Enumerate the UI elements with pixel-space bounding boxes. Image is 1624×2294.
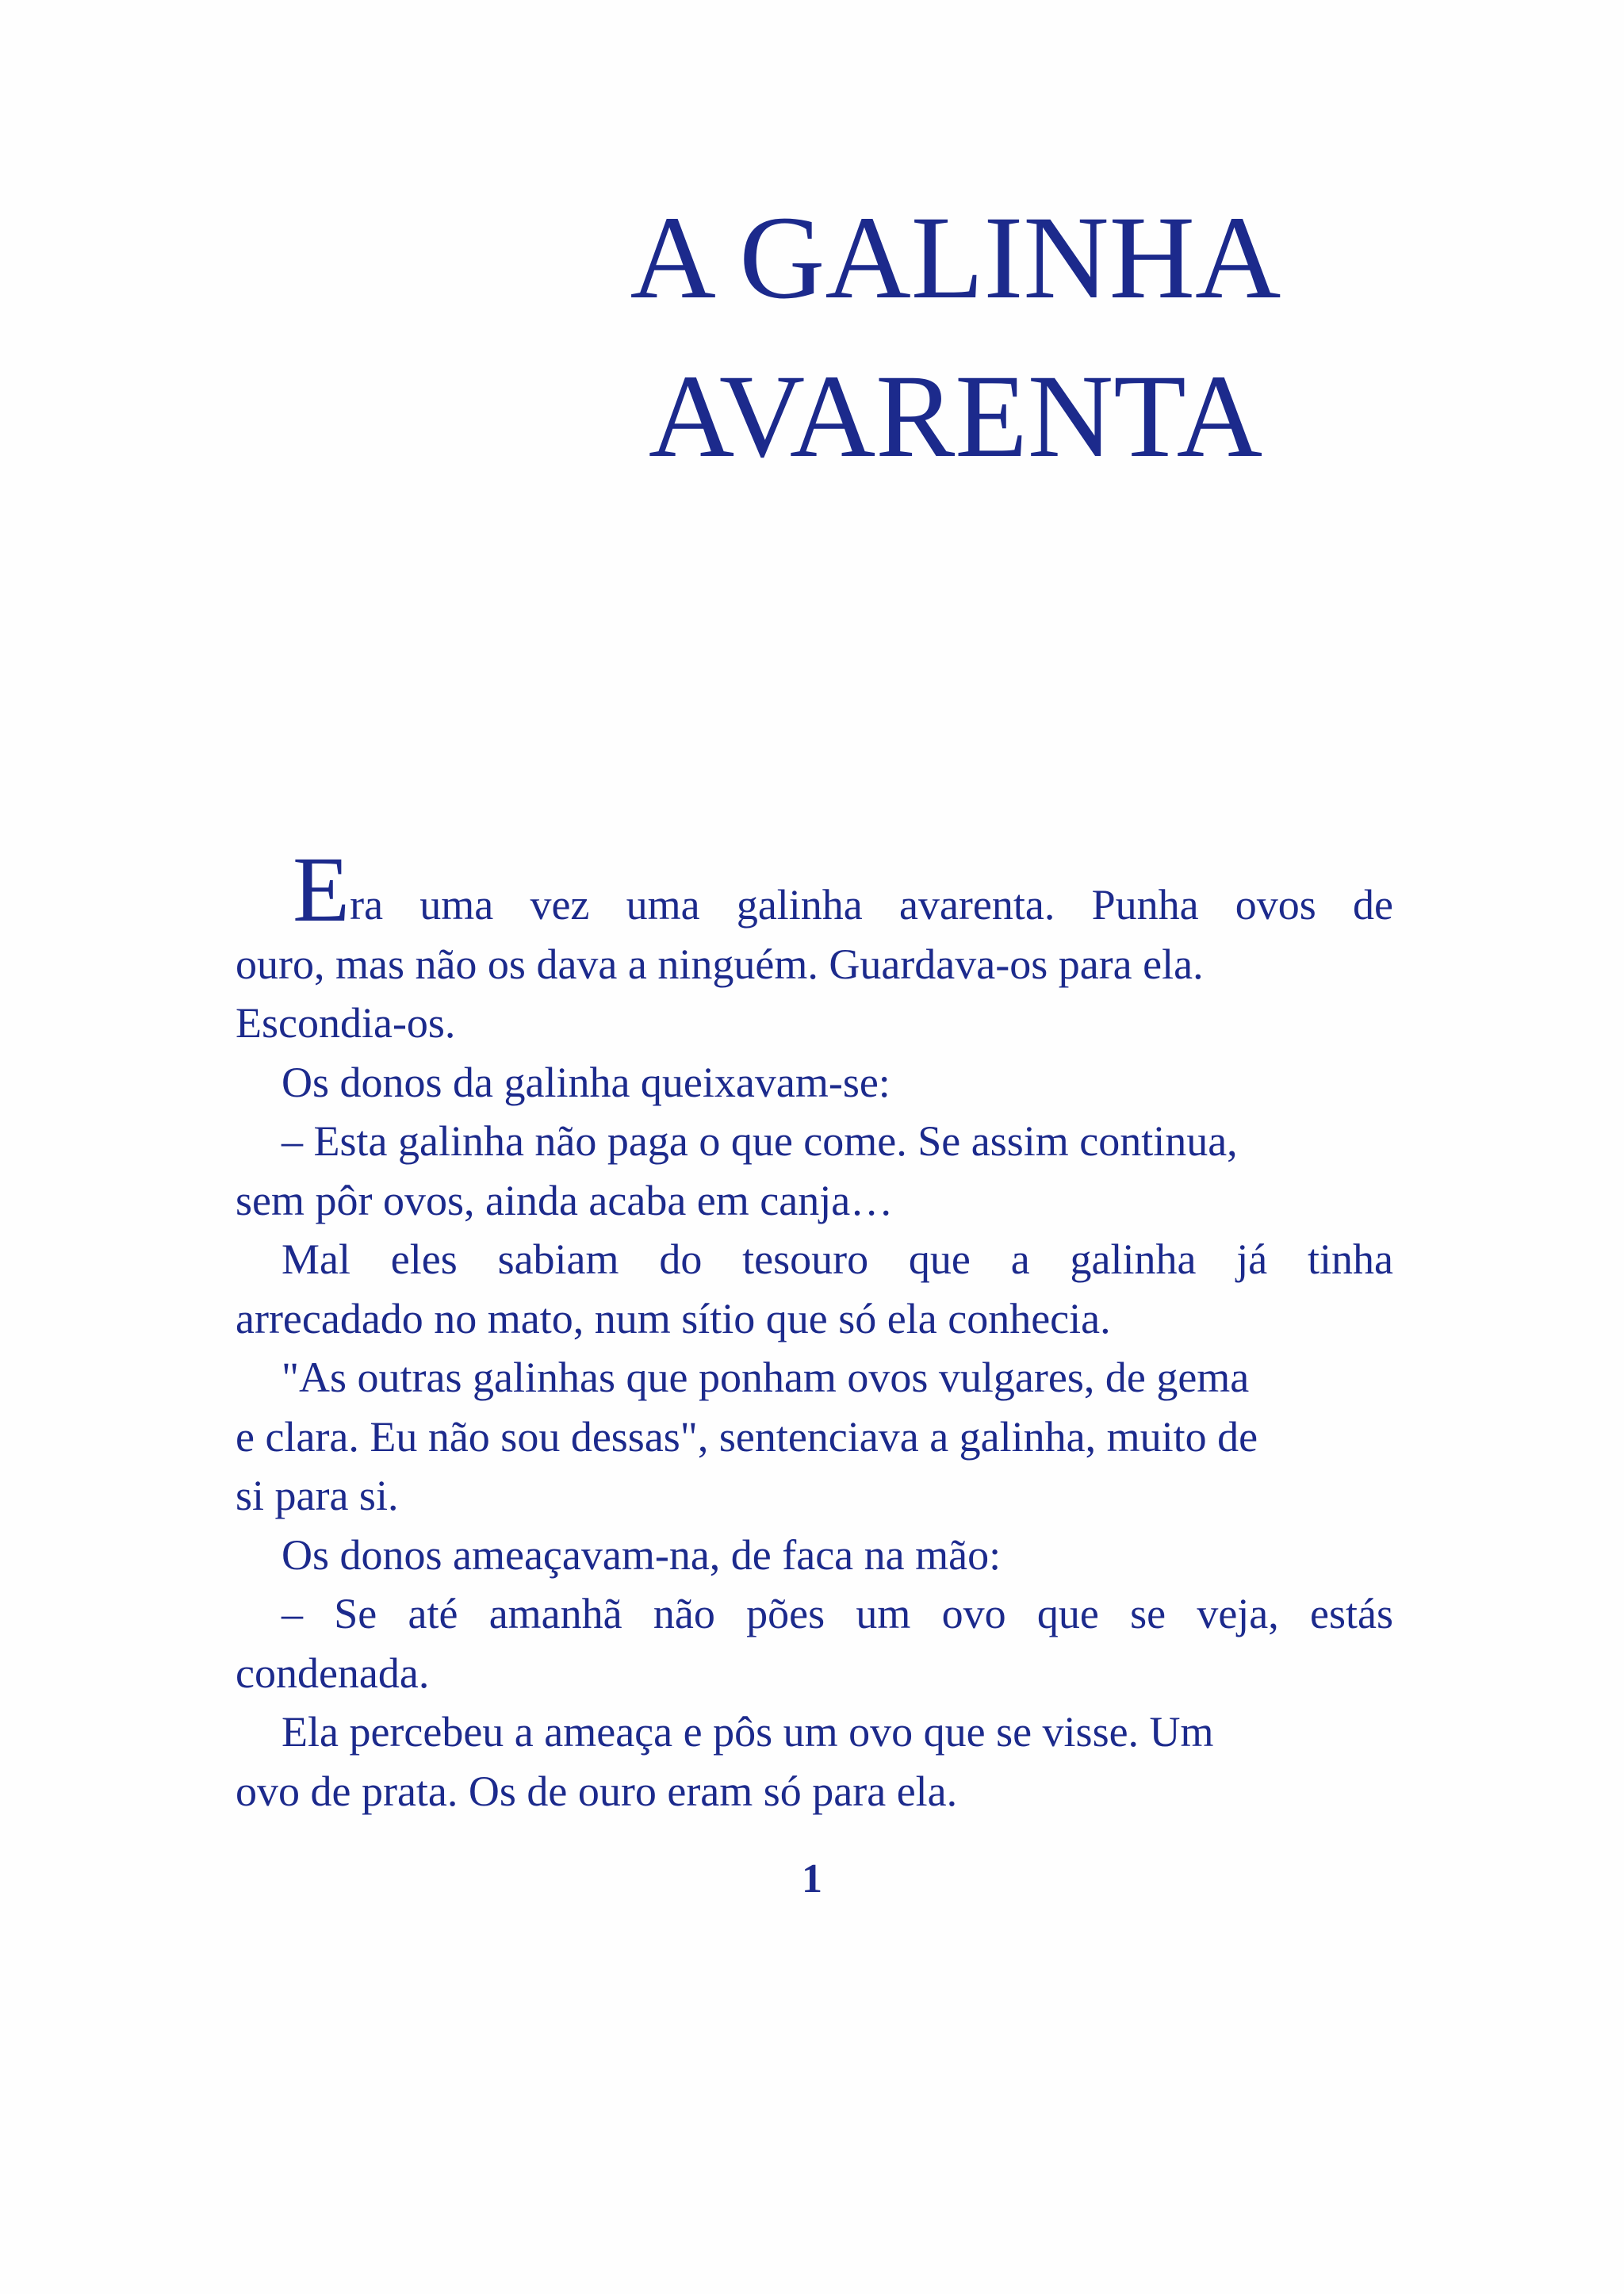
- paragraph-1-line-3: Escondia-os.: [236, 999, 456, 1047]
- paragraph-4: [236, 1230, 1393, 1348]
- paragraph-4-line-2: arrecadado no mato, num sítio que só ela conhecia.: [236, 1294, 1111, 1342]
- paragraph-5: [236, 1348, 1393, 1526]
- paragraph-2: Os donos da galinha queixavam-se:: [282, 1058, 891, 1106]
- page-number: 1: [802, 1856, 822, 1901]
- paragraph-8: [236, 1702, 1393, 1821]
- drop-cap: E: [293, 837, 350, 941]
- paragraph-8-line-1: Ela percebeu a ameaça e pôs um ovo que se visse. Um: [282, 1708, 1214, 1756]
- story-title: [555, 178, 1356, 496]
- paragraph-7: [236, 1584, 1393, 1702]
- title-line-2: AVARENTA: [648, 350, 1263, 482]
- paragraph-5-line-1: "As outras galinhas que ponham ovos vulgares, de gema: [282, 1354, 1250, 1401]
- paragraph-4-line-1: Mal eles sabiam do tesouro que a galinha já tinha: [282, 1235, 1393, 1283]
- paragraph-7-line-2: condenada.: [236, 1649, 430, 1697]
- paragraph-5-line-2: e clara. Eu não sou dessas", sentenciava a galinha, muito de: [236, 1412, 1258, 1461]
- paragraph-8-line-2: ovo de prata. Os de ouro eram só para ela.: [236, 1767, 958, 1815]
- paragraph-3: [236, 1112, 1393, 1230]
- paragraph-6: Os donos ameaçavam-na, de faca na mão:: [282, 1530, 1002, 1579]
- paragraph-1: [236, 837, 1393, 1053]
- paragraph-1-line-2: ouro, mas não os dava a ninguém. Guardava-os para ela.: [236, 940, 1204, 988]
- paragraph-5-line-3: si para si.: [236, 1472, 399, 1519]
- paragraph-7-line-1: – Se até amanhã não pões um ovo que se veja, estás: [282, 1590, 1393, 1637]
- paragraph-3-line-2: sem pôr ovos, ainda acaba em canja…: [236, 1176, 894, 1224]
- paragraph-3-line-1: – Esta galinha não paga o que come. Se assim continua,: [282, 1117, 1238, 1165]
- story-body: [236, 837, 1393, 1821]
- paragraph-1-line-1: [236, 837, 1393, 941]
- paragraph-1-line-1-text: ra uma vez uma galinha avarenta. Punha ovos de: [350, 881, 1393, 929]
- title-line-1: A GALINHA: [630, 192, 1281, 324]
